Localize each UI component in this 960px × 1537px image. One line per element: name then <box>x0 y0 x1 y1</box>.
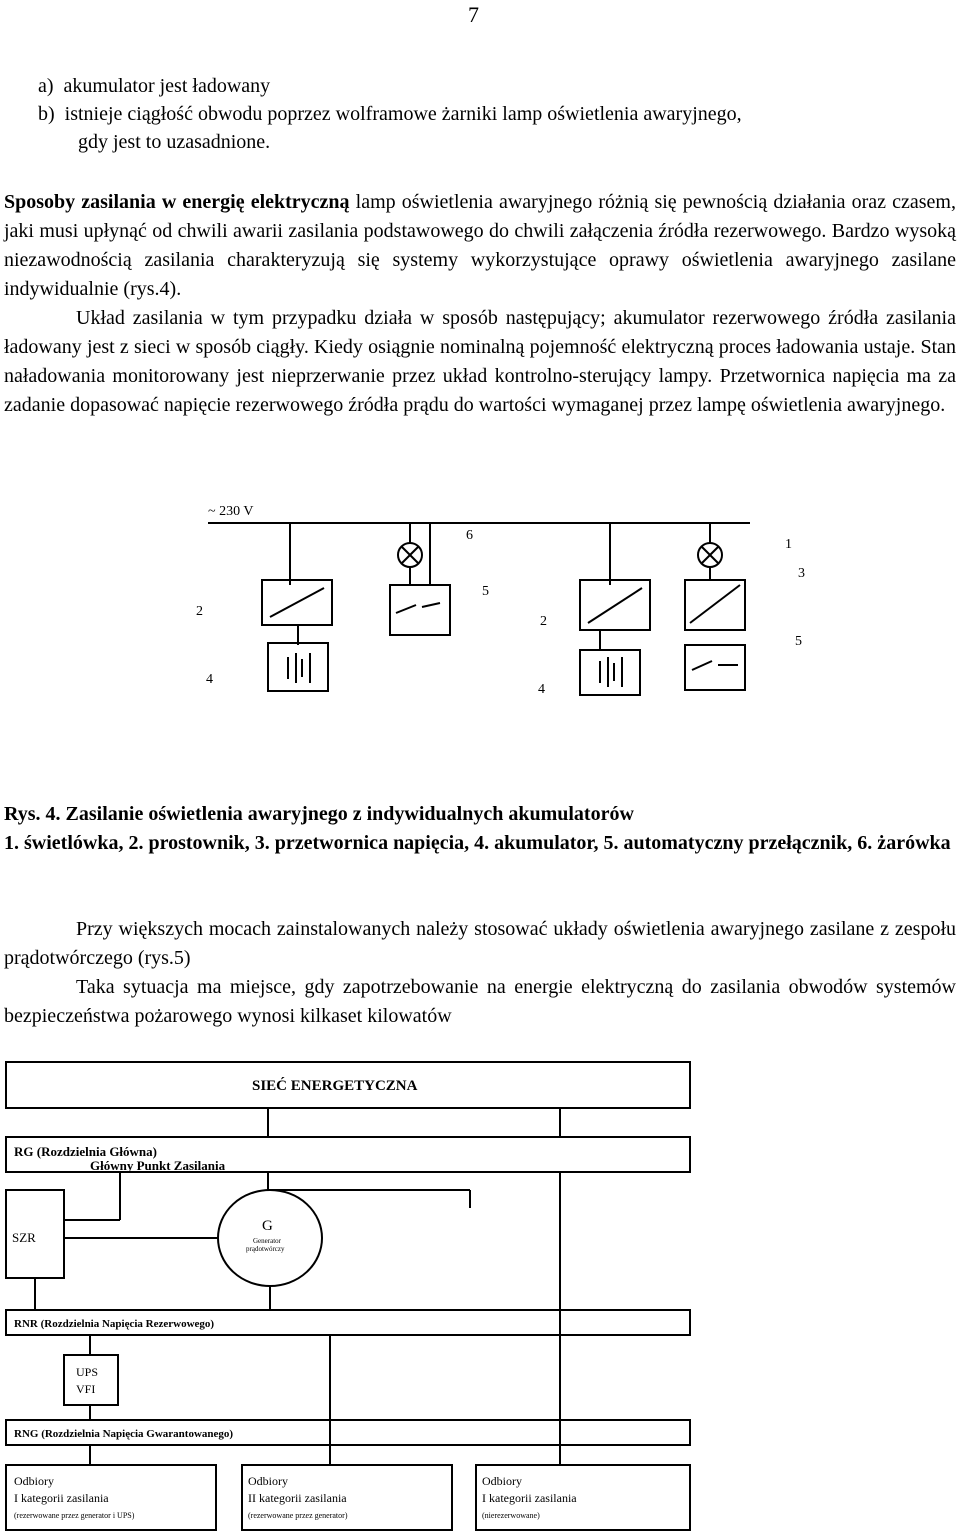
label-4b: 4 <box>538 682 545 697</box>
page-number: 7 <box>468 2 479 27</box>
label-3: 3 <box>798 566 805 581</box>
rnr-label: RNR (Rozdzielnia Napięcia Rezerwowego) <box>14 1318 215 1330</box>
caption-title: Rys. 4. Zasilanie oświetlenia awaryjnego z indywidualnych akumulatorów <box>4 803 634 825</box>
odbiory-3-note: (nierezerwowane) <box>482 1511 540 1520</box>
odbiory-3-category: I kategorii zasilania <box>482 1491 577 1505</box>
paragraph-generator <box>4 915 956 1031</box>
odbiory-2-title: Odbiory <box>248 1474 288 1488</box>
paragraph-power-methods <box>4 188 956 420</box>
caption-legend: 1. świetlówka, 2. prostownik, 3. przetwornica napięcia, 4. akumulator, 5. automatyczny przełącznik, 6. żarówka <box>4 832 951 854</box>
paragraph-lead-bold: Sposoby zasilania w energię elektryczną <box>4 191 350 213</box>
figure-5-diagram <box>0 1055 960 1537</box>
generator-label-1: Generator <box>253 1237 281 1245</box>
paragraph-larger-power: Przy większych mocach zainstalowanych należy stosować układy oświetlenia awaryjnego zasilane z zespołu prądotwórczego (rys.5) <box>4 918 956 969</box>
ups-label-2: VFI <box>76 1382 96 1396</box>
supply-label: ~ 230 V <box>208 504 254 519</box>
list-item-b: b) istnieje ciągłość obwodu poprzez wolframowe żarniki lamp oświetlenia awaryjnego, <box>38 103 742 125</box>
paragraph-text: lamp oświetlenia awaryjnego różnią się pewnością działania oraz czasem, jaki musi upłynąć od chwili awarii zasilania podstawowego do chwili załączenia źródła rezerwowego. Bardzo wysoką niezawodnością zasilania charakteryzują się systemy wykorzystujące oprawy oświetlenia awaryjnego zasilane indywidualnie (rys.4). <box>4 191 956 300</box>
label-5a: 5 <box>482 584 489 599</box>
battery-box <box>268 643 328 691</box>
switch-box <box>390 585 450 635</box>
paragraph-situation: Taka sytuacja ma miejsce, gdy zapotrzebowanie na energie elektryczną do zasilania obwodów systemów bezpieczeństwa pożarowego wynosi kilkaset kilowatów <box>4 976 956 1027</box>
rg-label: RG (Rozdzielnia Główna) <box>14 1144 157 1159</box>
ups-label-1: UPS <box>76 1365 99 1379</box>
rg-sub-label: Główny Punkt Zasilania <box>90 1158 226 1173</box>
odbiory-3-title: Odbiory <box>482 1474 522 1488</box>
odbiory-1-title: Odbiory <box>14 1474 54 1488</box>
label-6: 6 <box>466 528 473 543</box>
rng-label: RNG (Rozdzielnia Napięcia Gwarantowanego) <box>14 1428 234 1440</box>
label-2a: 2 <box>196 604 203 619</box>
figure-caption <box>4 800 956 858</box>
list-item-b-continuation: gdy jest to uzasadnione. <box>78 131 271 153</box>
generator-label-2: prądotwórczy <box>246 1245 285 1253</box>
szr-label: SZR <box>12 1230 36 1245</box>
generator-letter: G <box>262 1218 273 1234</box>
label-1: 1 <box>785 537 792 552</box>
odbiory-1-note: (rezerwowane przez generator i UPS) <box>14 1511 135 1520</box>
ups-box <box>64 1355 118 1405</box>
label-4a: 4 <box>206 672 213 687</box>
paragraph-operation: Układ zasilania w tym przypadku działa w sposób następujący; akumulator rezerwowego źródła zasilania ładowany jest z sieci w sposób ciągły. Kiedy osiągnie nominalną pojemność elektryczną proces ładowania ustaje. Stan naładowania monitorowany jest nieprzerwanie przez układ kontrolno-sterujący lampy. Przetwornica napięcia ma za zadanie dopasować napięcie rezerwowego źródła prądu do wartości wymaganej przez lampę oświetlenia awaryjnego. <box>4 307 956 416</box>
siec-label: SIEĆ ENERGETYCZNA <box>252 1078 418 1094</box>
list-item-a: a) akumulator jest ładowany <box>38 75 271 97</box>
battery-box-2 <box>580 650 640 695</box>
label-2b: 2 <box>540 614 547 629</box>
odbiory-2-category: II kategorii zasilania <box>248 1491 347 1505</box>
figure-4-diagram <box>190 495 830 775</box>
odbiory-1-category: I kategorii zasilania <box>14 1491 109 1505</box>
switch-box-2 <box>685 645 745 690</box>
odbiory-2-note: (rezerwowane przez generator) <box>248 1511 348 1520</box>
label-5b: 5 <box>795 634 802 649</box>
